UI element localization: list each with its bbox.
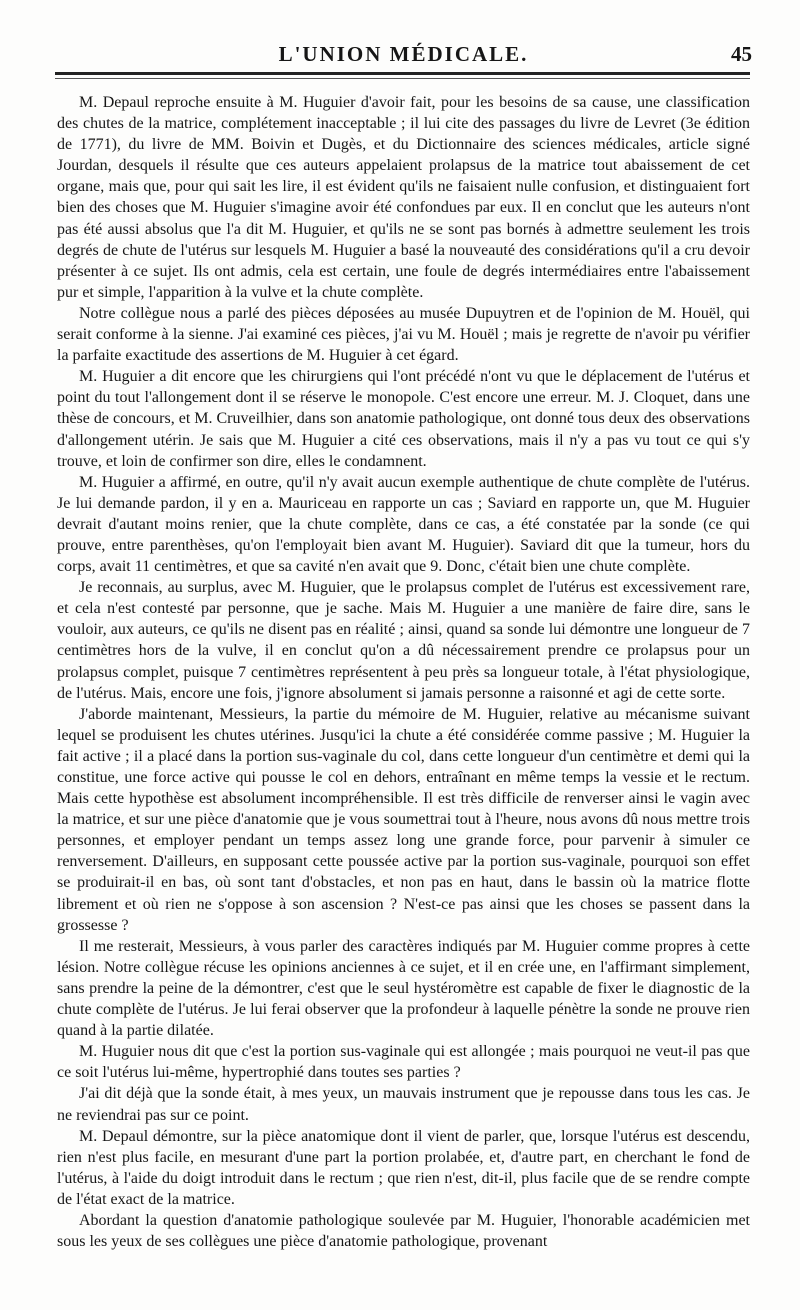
paragraph: M. Huguier a dit encore que les chirurgiens qui l'ont précédé n'ont vu que le déplacement de l'utérus et point du tout l'allongement dont il se réserve le monopole. C'est encore une erreur. M. J. Cloquet, dans une thèse de concours, et M. Cruveilhier, dans son anatomie pathologique, ont donné tous deux des observations d'allongement utérin. Je sais que M. Huguier a cité ces observations, mais il n'y a pas vu tout ce qui s'y trouve, et loin de confirmer son dire, elles le condamnent. (57, 368, 750, 470)
header-rule-thin (55, 78, 750, 79)
paragraph: Il me resterait, Messieurs, à vous parler des caractères indiqués par M. Huguier comme propres à cette lésion. Notre collègue récuse les opinions anciennes à ce sujet, et il en crée une, en l'affirmant simplement, sans prendre la peine de la démontrer, c'est que le seul hystéromètre est capable de fixer le diagnostic de la chute complète de l'utérus. Je lui ferai observer que la profondeur à laquelle pénètre la sonde ne prouve rien quand à la partie dilatée. (57, 937, 750, 1040)
paragraph: M. Huguier nous dit que c'est la portion sus-vaginale qui est allongée ; mais pourquoi ne veut-il pas que ce soit l'utérus lui-même, hypertrophié dans toutes ses parties ? (57, 1043, 750, 1082)
paragraph: Notre collègue nous a parlé des pièces déposées au musée Dupuytren et de l'opinion de M. Houël, qui serait conforme à la sienne. J'ai examiné ces pièces, j'ai vu M. Houël ; mais je regrette de n'avoir pu vérifier la parfaite exactitude des assertions de M. Huguier à cet égard. (57, 304, 750, 365)
paragraph: Abordant la question d'anatomie pathologique soulevée par M. Huguier, l'honorable académicien met sous les yeux de ses collègues une pièce d'anatomie pathologique, provenant (57, 1211, 750, 1251)
article-body (57, 92, 750, 1252)
paragraph: J'ai dit déjà que la sonde était, à mes yeux, un mauvais instrument que je repousse dans tous les cas. Je ne reviendrai pas sur ce point. (57, 1085, 750, 1124)
paragraph: M. Depaul reproche ensuite à M. Huguier d'avoir fait, pour les besoins de sa cause, une classification des chutes de la matrice, complétement inacceptable ; il lui cite des passages du livre de Levret (3e édition de 1771), du livre de MM. Boivin et Dugès, et du Dictionnaire des sciences médicales, article signé Jourdan, desquels il résulte que ces auteurs appelaient prolapsus de la matrice tout abaissement de cet organe, mais que, pour qui sait les lire, il est évident qu'ils ne faisaient nulle confusion, et distinguaient fort bien des choses que M. Huguier s'imagine avoir été confondues par eux. Il en conclut que les auteurs n'ont pas été aussi absolus que l'a dit M. Huguier, et qu'ils ne se sont pas bornés à admettre seulement les trois degrés de chute de l'utérus sur lesquels M. Huguier a basé la nouveauté des considérations qu'il a cru devoir présenter à ce sujet. Ils ont admis, cela est certain, une foule de degrés intermédiaires entre l'abaissement pur et simple, l'apparition à la vulve et la chute complète. (57, 94, 750, 301)
paragraph: M. Depaul démontre, sur la pièce anatomique dont il vient de parler, que, lorsque l'utérus est descendu, rien n'est plus facile, en mesurant d'une part la portion prolabée, et, d'autre part, en cherchant le fond de l'utérus, à l'aide du doigt introduit dans le rectum ; que rien n'est, dit-il, plus facile que de se rendre compte de l'état exact de la matrice. (57, 1127, 750, 1208)
paragraph: M. Huguier a affirmé, en outre, qu'il n'y avait aucun exemple authentique de chute complète de l'utérus. Je lui demande pardon, il y en a. Mauriceau en rapporte un cas ; Saviard en rapporte un, que M. Huguier devrait d'autant moins renier, que la chute complète, dans ce cas, a été constatée par la sonde (ce qui prouve, entre parenthèses, qu'on l'employait bien avant M. Huguier). Saviard dit que la tumeur, hors du corps, avait 11 centimètres, et que sa cavité n'en avait que 9. Donc, c'était bien une chute complète. (57, 473, 750, 576)
paragraph: Je reconnais, au surplus, avec M. Huguier, que le prolapsus complet de l'utérus est excessivement rare, et cela n'est contesté par personne, que je sache. Mais M. Huguier a une manière de faire dire, sans le vouloir, aux auteurs, ce qu'ils ne disent pas en réalité ; ainsi, quand sa sonde lui démontre une longueur de 7 centimètres hors de la vulve, il en conclut qu'on a dû nécessairement prendre ce prolapsus pour un prolapsus complet, puisque 7 centimètres représentent à peu près sa longueur totale, à l'état physiologique, de l'utérus. Mais, encore une fois, j'ignore absolument si jamais personne a raisonné et agi de cette sorte. (57, 579, 750, 702)
header-rule (55, 72, 750, 75)
running-title: L'UNION MÉDICALE. (278, 42, 529, 66)
page-number: 45 (731, 42, 752, 66)
paragraph: J'aborde maintenant, Messieurs, la partie du mémoire de M. Huguier, relative au mécanisme suivant lequel se produisent les chutes utérines. Jusqu'ici la chute a été considérée comme passive ; M. Huguier la fait active ; il a placé dans la portion sus-vaginale du col, dans cette longueur d'un centimètre et demi qui la constitue, une force active qui pousse le col en dehors, entraînant en même temps la vessie et le rectum. Mais cette hypothèse est absolument incompréhensible. Il est très difficile de renverser ainsi le vagin avec la matrice, et sur une pièce d'anatomie que je vous soumettrai tout à l'heure, nous avons dû nous mettre trois personnes, et employer pendant un temps assez long une grande force, pour parvenir à simuler ce renversement. D'ailleurs, en supposant cette poussée active par la portion sus-vaginale, pourquoi son effet se produirait-il en bas, où sont tant d'obstacles, et non pas en haut, dans le bassin où la matrice flotte librement et où rien ne s'oppose à son ascension ? N'est-ce pas ainsi que les choses se passent dans la grossesse ? (57, 705, 750, 934)
